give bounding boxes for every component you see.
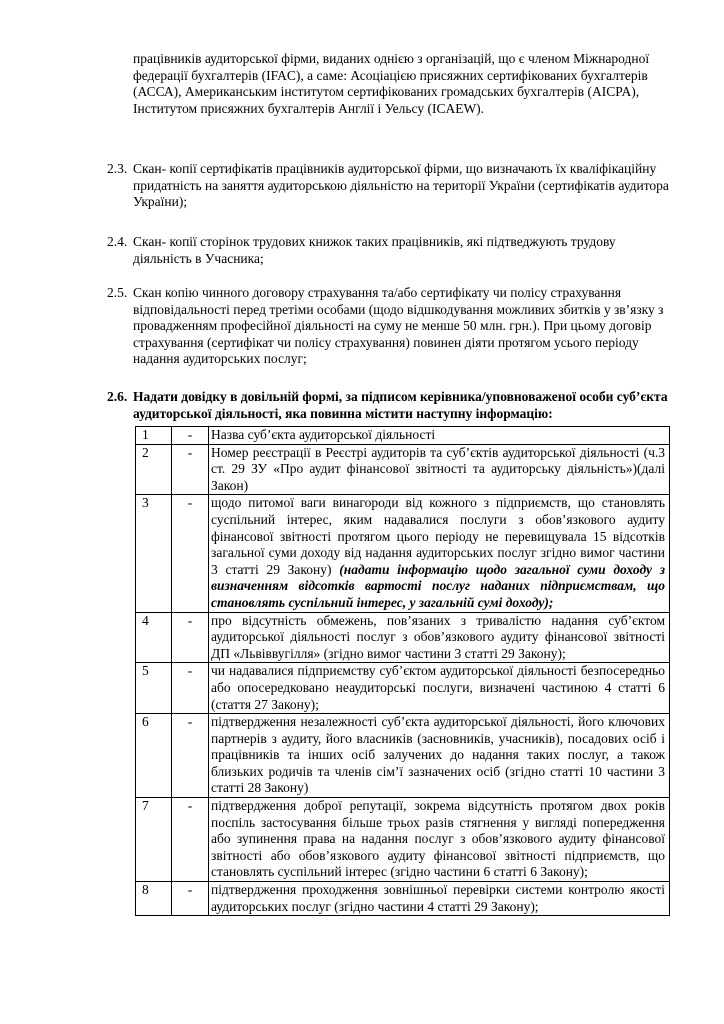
table-row — [136, 612, 670, 663]
row-dash: - — [172, 612, 209, 663]
row-text — [209, 798, 670, 882]
row-text-main: підтвердження незалежності суб’єкта аудиторської діяльності, його ключових партнерів з аудиту, його власників (засновників, учасників), посадових осіб і працівників та інших осіб залучених до надання таких послуг, а також близьких родичів та членів сім’ї зазначених осіб (згідно статті 10 частини 3 статті 28 Закону) — [211, 714, 665, 796]
item-text: Скан- копії сторінок трудових книжок таких працівників, які підтведжують трудову діяльність в Учасника; — [133, 234, 616, 266]
requirements-table — [135, 426, 670, 916]
row-dash: - — [172, 798, 209, 882]
item-text: Надати довідку в довільній формі, за підписом керівника/уповноваженої особи суб’єкта аудиторської діяльності, яка повинна містити наступну інформацію: — [133, 389, 668, 421]
row-text-emphasis: (надати інформацію щодо загальної суми доходу з визначенням відсотків вартості послуг наданих підприємствам, що становлять суспільний інтерес, у загальній сумі доходу); — [211, 561, 665, 610]
item-2-5 — [107, 285, 673, 368]
row-text-main: підтвердження доброї репутації, зокрема відсутність протягом двох років поспіль застосування більше трьох разів стягнення у вигляді попередження або зупинення права на надання послуг з обов’язкового аудиту фінансової звітності або обов’язкового аудиту фінансової звітності підприємств, що становлять суспільний інтерес (згідно частини 6 статті 6 Закону); — [211, 798, 665, 880]
item-2-3 — [107, 161, 673, 211]
row-text — [209, 882, 670, 916]
row-text-main: Номер реєстрації в Реєстрі аудиторів та суб’єктів аудиторської діяльності (ч.3 ст. 29 ЗУ «Про аудит фінансової звітності та аудиторську діяльність»)(далі Закон) — [211, 444, 665, 493]
row-text — [209, 444, 670, 495]
row-number: 6 — [136, 714, 172, 798]
table-row — [136, 427, 670, 445]
row-dash: - — [172, 882, 209, 916]
row-text-main: про відсутність обмежень, пов’язаних з тривалістю надання суб’єктом аудиторської діяльності послуг з обов’язкового аудиту фінансової звітності ДП «Львіввугілля» (згідно вимог частини 3 статті 29 Закону); — [211, 612, 665, 661]
row-number: 7 — [136, 798, 172, 882]
row-number: 3 — [136, 495, 172, 612]
item-number: 2.4. — [107, 234, 128, 249]
row-text-main: Назва суб’єкта аудиторської діяльності — [211, 427, 436, 442]
table-row — [136, 663, 670, 714]
intro-paragraph: працівників аудиторської фірми, виданих однією з організацій, що є членом Міжнародної федерації бухгалтерів (IFAC), а саме: Асоціацією присяжних сертифікованих бухгалтерів (АССА), Американським інститутом сертифікованих громадських бухгалтерів (AICPA), Інститутом присяжних бухгалтерів Англії і Уельсу (ICAEW). — [133, 51, 650, 116]
item-text: Скан- копії сертифікатів працівників аудиторської фірми, що визначають їх кваліфікаційну придатність на заняття аудиторською діяльністю на території України (сертифікатів аудитора України); — [133, 161, 669, 210]
row-text — [209, 663, 670, 714]
row-dash: - — [172, 663, 209, 714]
row-dash: - — [172, 495, 209, 612]
row-number: 2 — [136, 444, 172, 495]
row-dash: - — [172, 444, 209, 495]
item-text: Скан копію чинного договору страхування та/або сертифікату чи полісу страхування відповідальності перед третіми особами (щодо відшкодування можливих збитків у зв’язку з провадженням професійної діяльності на суму не менше 50 млн. грн.). При цьому договір страхування (сертифікат чи полісу страхування) повинен діяти протягом усього періоду надання аудиторських послуг; — [133, 285, 664, 367]
item-number: 2.5. — [107, 285, 128, 300]
table-row — [136, 798, 670, 882]
row-text — [209, 427, 670, 445]
item-number: 2.6. — [107, 389, 128, 404]
item-2-4 — [107, 234, 673, 267]
table-row — [136, 495, 670, 612]
row-text-main: підтвердження проходження зовнішньої перевірки системи контролю якості аудиторських послуг (згідно частини 4 статті 29 Закону); — [211, 882, 665, 914]
row-number: 4 — [136, 612, 172, 663]
row-text-main: щодо питомої ваги винагороди від кожного з підприємств, що становлять суспільний інтерес, яким надавалися послуги з обов’язкового аудиту фінансової звітності протягом цього періоду не перевищувала 15 відсотків загальної суми доходу від надання аудиторських послуг згідно вимог частини 3 статті 29 Закону) — [211, 495, 665, 577]
row-number: 8 — [136, 882, 172, 916]
item-2-6 — [107, 389, 673, 422]
table-row — [136, 714, 670, 798]
row-dash: - — [172, 427, 209, 445]
row-text-main: чи надавалися підприємству суб’єктом аудиторської діяльності безпосередньо або опосередковано неаудиторські послуги, визначені частиною 4 статті 6 (стаття 27 Закону); — [211, 663, 665, 712]
item-number: 2.3. — [107, 161, 128, 176]
row-text — [209, 612, 670, 663]
row-number: 5 — [136, 663, 172, 714]
row-number: 1 — [136, 427, 172, 445]
row-dash: - — [172, 714, 209, 798]
row-text — [209, 495, 670, 612]
row-text — [209, 714, 670, 798]
table-row — [136, 882, 670, 916]
table-row — [136, 444, 670, 495]
